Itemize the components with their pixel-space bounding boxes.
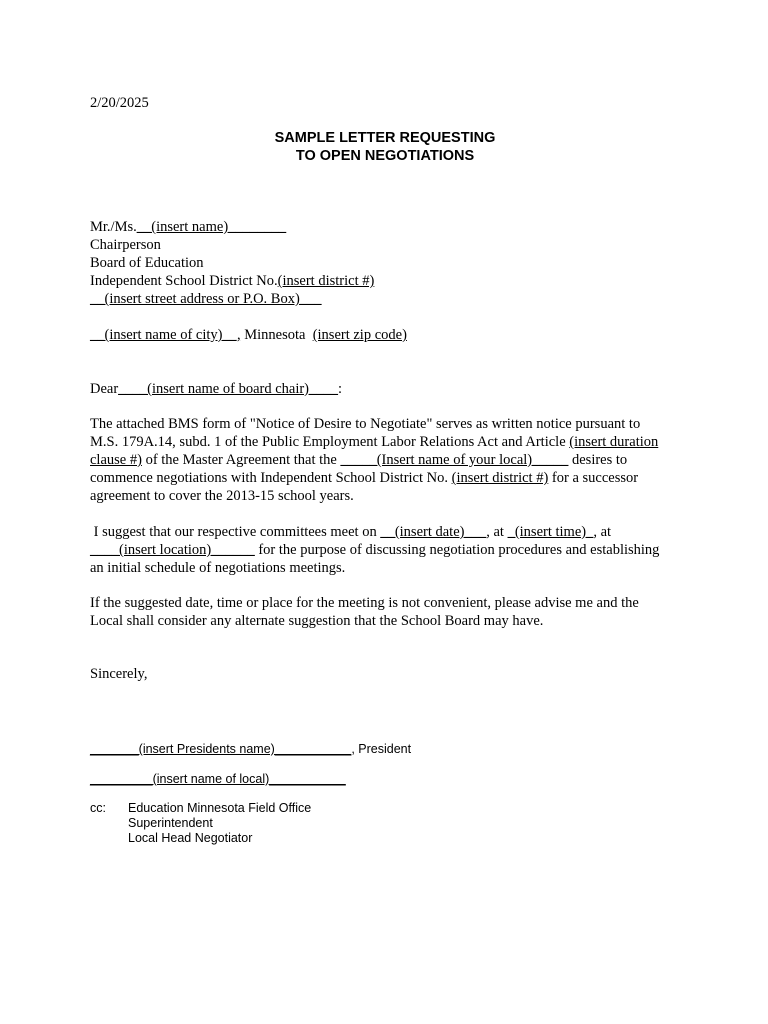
president-suffix: , President	[351, 742, 412, 756]
cc-item: Education Minnesota Field Office	[128, 801, 312, 815]
para2-text-1: I suggest that our respective committees meet on	[90, 524, 381, 540]
para2-text-4: for the purpose of discussing negotiation procedures and establishing an initial schedule of negotiations meetings.	[90, 542, 660, 576]
cc-item: Local Head Negotiator	[128, 831, 253, 845]
board-chair-placeholder: ____(insert name of board chair)____	[118, 381, 339, 397]
city-placeholder: __(insert name of city)__,	[90, 327, 241, 343]
greeting-suffix: :	[338, 381, 343, 397]
cc-list	[128, 801, 311, 846]
salutation-prefix: Mr./Ms.	[90, 219, 137, 235]
name-placeholder: __(insert name)________	[136, 219, 287, 235]
address-district-line	[90, 272, 374, 290]
cc-item: Superintendent	[128, 816, 213, 830]
greeting-line	[90, 380, 342, 398]
letter-title	[90, 129, 680, 165]
letter-date: 2/20/2025	[90, 95, 149, 111]
president-name-placeholder: _______(insert Presidents name)___________	[90, 742, 352, 756]
district-number-placeholder: (insert district #)	[451, 470, 549, 486]
state-text: Minnesota	[240, 327, 313, 343]
meeting-time-placeholder: _(insert time)_	[507, 524, 594, 540]
address-title-line: Chairperson	[90, 237, 161, 253]
para2-text-2: , at	[486, 524, 508, 540]
zip-placeholder: (insert zip code)	[312, 327, 407, 343]
paragraph-3: If the suggested date, time or place for the meeting is not convenient, please advise me and the Local shall consider any alternate suggestion that the School Board may have.	[90, 595, 639, 629]
para1-text-4: for a successor agreement to cover the 2013-15 school years.	[90, 470, 639, 504]
para1-text-1: The attached BMS form of "Notice of Desire to Negotiate" serves as written notice pursuant to M.S. 179A.14, subd. 1 of the Public Employment Labor Relations Act and Article	[90, 416, 641, 450]
street-placeholder: __(insert street address or P.O. Box)___	[90, 291, 322, 307]
greeting-prefix: Dear	[90, 381, 119, 397]
para1-text-3: desires to commence negotiations with Independent School District No.	[90, 452, 628, 486]
para1-text-2: of the Master Agreement that the	[141, 452, 341, 468]
title-line-2: TO OPEN NEGOTIATIONS	[295, 148, 475, 164]
district-prefix: Independent School District No.	[90, 273, 278, 289]
para2-text-3: , at	[593, 524, 615, 540]
local-name-line	[90, 770, 346, 788]
address-board-line: Board of Education	[90, 255, 204, 271]
address-name-line	[90, 218, 374, 236]
meeting-location-placeholder: ____(insert location)______	[90, 542, 255, 558]
president-signature-line	[90, 740, 411, 758]
paragraph-2	[90, 523, 670, 577]
paragraph-1	[90, 415, 670, 505]
recipient-address	[90, 218, 374, 308]
local-name-placeholder: _____(Insert name of your local)_____	[340, 452, 569, 468]
meeting-date-placeholder: __(insert date)___	[380, 524, 487, 540]
address-city-line	[90, 326, 407, 344]
cc-label: cc:	[90, 801, 106, 815]
local-name-signature-placeholder: _________(insert name of local)___________	[90, 772, 346, 786]
duration-clause-placeholder: (insert duration clause #)	[90, 434, 659, 468]
title-line-1: SAMPLE LETTER REQUESTING	[274, 130, 496, 146]
closing: Sincerely,	[90, 666, 148, 682]
district-placeholder: (insert district #)	[277, 273, 375, 289]
